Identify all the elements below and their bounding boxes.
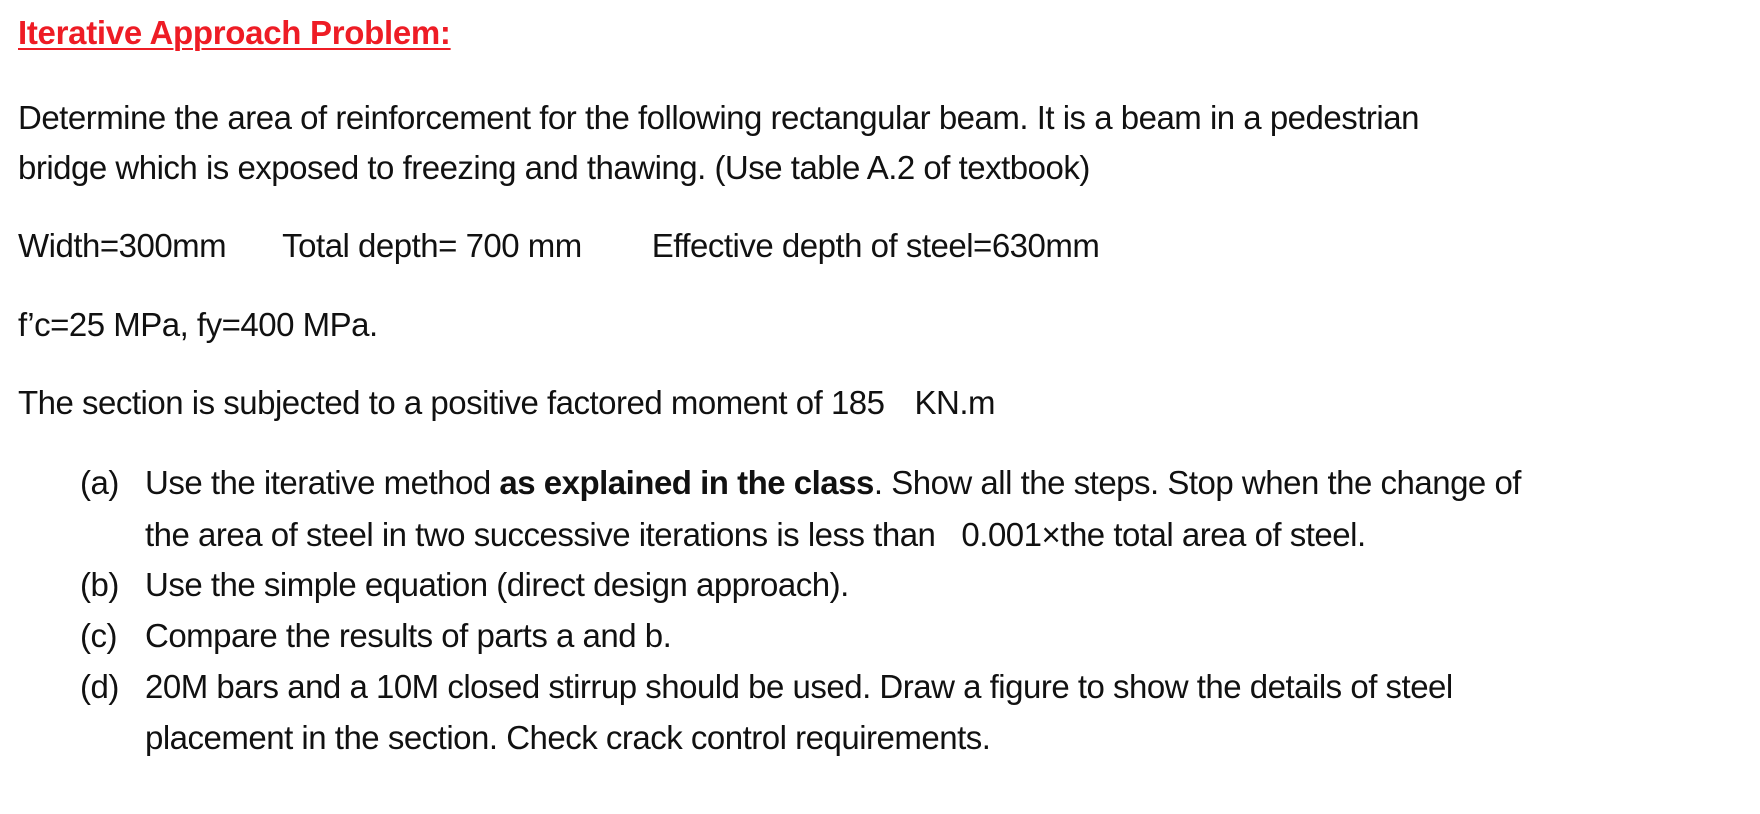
intro-line-2: bridge which is exposed to freezing and thawing. (Use table A.2 of textbook) — [18, 149, 1090, 186]
part-a-text-start: Use the iterative method — [145, 464, 500, 501]
part-d-marker: (d) — [80, 668, 119, 705]
effective-depth-value: Effective depth of steel=630mm — [651, 227, 1100, 264]
materials-line: f’c=25 MPa, fy=400 MPa. — [18, 306, 378, 343]
moment-value: 185 — [830, 384, 885, 421]
part-a-marker: (a) — [80, 464, 119, 501]
problem-title: Iterative Approach Problem: — [18, 14, 451, 51]
part-a-continuation — [145, 515, 1366, 555]
part-d-continuation: placement in the section. Check crack control requirements. — [145, 719, 991, 756]
part-c — [80, 616, 671, 656]
width-value: Width=300mm — [18, 227, 227, 264]
part-a-continuation-end: 0.001×the total area of steel. — [961, 516, 1366, 553]
moment-unit: KN.m — [914, 384, 996, 421]
intro-line-1: Determine the area of reinforcement for the following rectangular beam. It is a beam in a pedestrian — [18, 99, 1419, 136]
moment-line — [18, 383, 995, 423]
part-a-text-end: . Show all the steps. Stop when the change of — [873, 464, 1521, 501]
total-depth-value: Total depth= 700 mm — [282, 227, 582, 264]
part-b-text: Use the simple equation (direct design approach). — [145, 566, 849, 603]
part-c-marker: (c) — [80, 617, 117, 654]
part-a-continuation-start: the area of steel in two successive iterations is less than — [145, 516, 936, 553]
part-d-text: 20M bars and a 10M closed stirrup should be used. Draw a figure to show the details of steel — [145, 668, 1453, 705]
part-a-bold-text: as explained in the class — [499, 464, 874, 501]
part-a — [80, 463, 1521, 503]
moment-prefix: The section is subjected to a positive factored moment of — [18, 384, 823, 421]
part-b-marker: (b) — [80, 566, 119, 603]
part-d — [80, 667, 1453, 707]
part-b — [80, 565, 849, 605]
part-c-text: Compare the results of parts a and b. — [145, 617, 672, 654]
dimensions-line — [18, 226, 1099, 266]
